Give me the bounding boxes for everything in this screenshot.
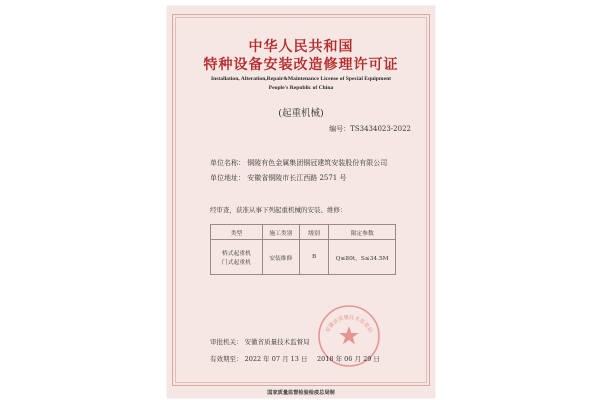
certificate-document <box>167 6 435 398</box>
unit-address: 单位地址： 安徽省铜陵市长江西路 2571 号 <box>210 174 347 182</box>
cell-type-line1: 桥式起重机 <box>221 251 251 257</box>
cell-params: Q≤80t，S≤34.5M <box>329 240 396 275</box>
issuing-body-footer: 国家质量监督检验检疫总局制 <box>267 390 335 396</box>
scope-table <box>210 224 396 275</box>
cell-level: B <box>299 240 329 275</box>
header-params: 限定参数 <box>329 225 396 240</box>
valid-until-date: 有效期至： 2022 年 07 月 13 日 <box>210 355 308 363</box>
header-level: 级别 <box>299 225 329 240</box>
header-type: 类型 <box>211 225 263 240</box>
license-category: (起重机械) <box>278 108 324 119</box>
approval-authority: 审批机关： 安徽省质量技术监督局 <box>210 338 310 346</box>
cell-type-line2: 门式起重机 <box>221 260 251 266</box>
cell-type <box>211 240 263 275</box>
cell-work-category: 安装维修 <box>262 240 299 275</box>
english-title-line1: Installation, Alteration,Repair&Maintenance License of Special Equipment <box>210 76 392 82</box>
header-work-category: 施工类别 <box>262 225 299 240</box>
table-row <box>211 240 396 275</box>
unit-name: 单位名称： 铜陵有色金属集团铜冠建筑安装股份有限公司 <box>210 159 388 167</box>
english-title-line2: People's Republic of China <box>268 85 334 91</box>
scope-statement: 经审查，获准从事下列起重机械的安装、维修： <box>210 206 347 214</box>
title-line1: 中华人民共和国 <box>248 39 354 55</box>
license-number: 编号：TS3434023-2022 <box>329 125 411 133</box>
issue-date: 2018 年 06 月 29 日 <box>317 355 380 363</box>
seal-text: 安徽省质量技术监督局 <box>324 314 374 334</box>
title-line2: 特种设备安装改造修理许可证 <box>203 57 399 73</box>
table-header-row <box>211 225 396 240</box>
